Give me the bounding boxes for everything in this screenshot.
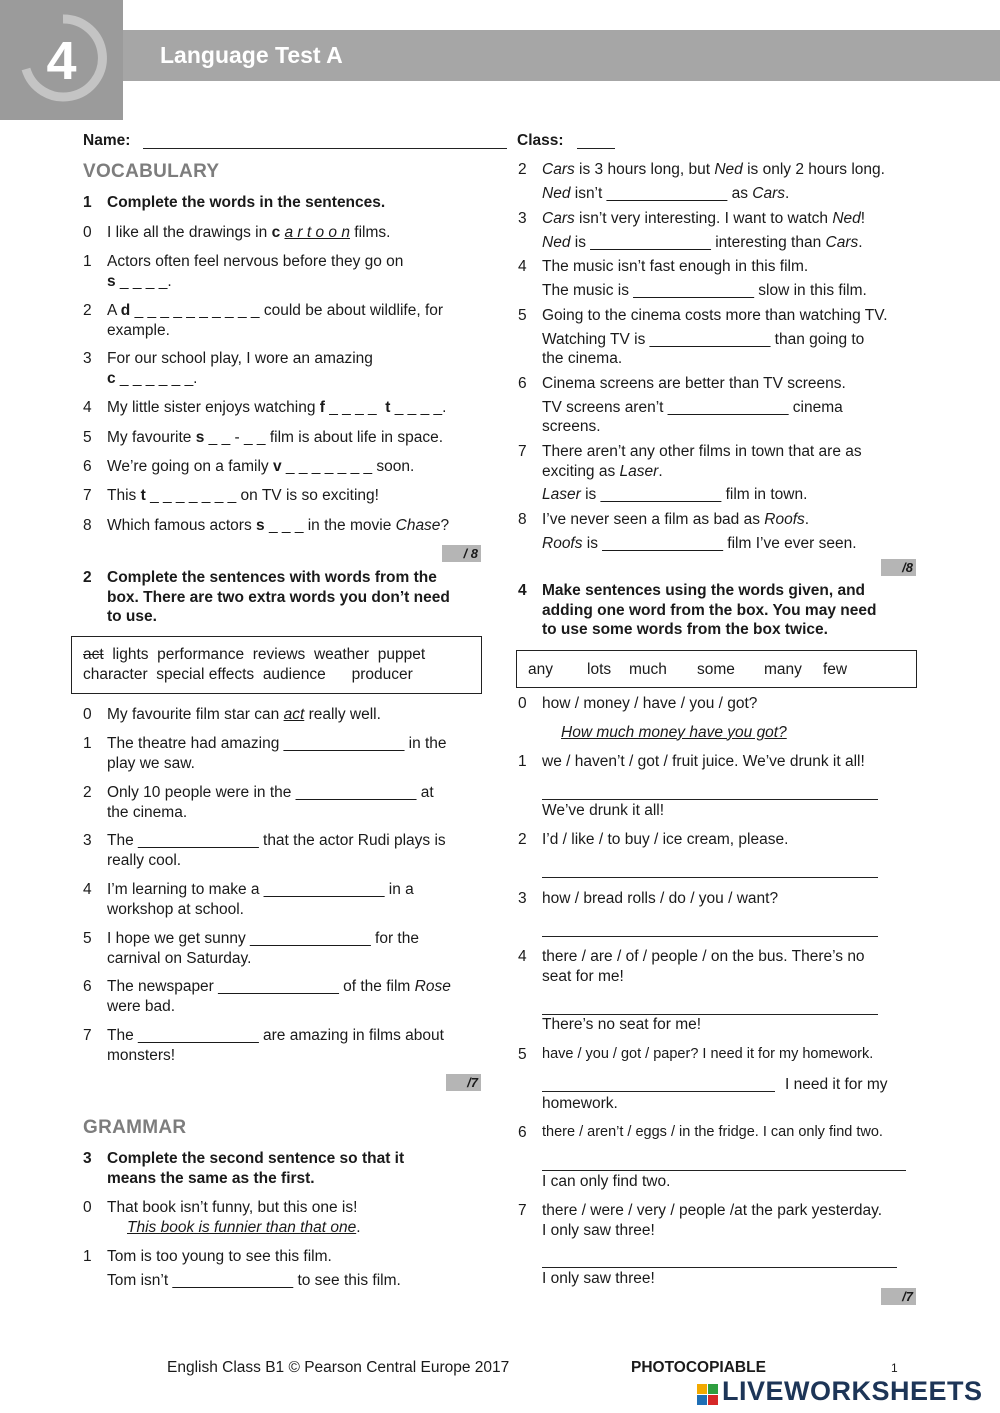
ex4-item-5-after-a: I need it for my: [785, 1076, 888, 1093]
ex4-item-5-answer-line[interactable]: [542, 1091, 775, 1092]
footer-copyright: English Class B1 © Pearson Central Europe 2017: [167, 1359, 510, 1376]
ex4-item-5-after-b: homework.: [542, 1095, 618, 1112]
ex1-score: / 8: [442, 545, 481, 562]
name-label: Name:: [83, 132, 131, 149]
ex4-item-7-after: I only saw three!: [542, 1270, 655, 1287]
ex1-number: 1: [83, 194, 92, 211]
ex4-item-1-after: We’ve drunk it all!: [542, 802, 665, 819]
ex4-score: /7: [881, 1288, 916, 1305]
ex4-box-word: some: [697, 661, 735, 678]
ex2-box-line-2: character special effects audience producer: [83, 666, 413, 683]
ex4-item-7-answer-line[interactable]: [542, 1267, 897, 1268]
ex4-box-word: few: [823, 661, 848, 678]
ex4-box-word: any: [528, 661, 553, 678]
ex4-box-word: many: [764, 661, 802, 678]
ex4-item-3-answer-line[interactable]: [542, 936, 878, 937]
liveworksheets-logo-icon: [697, 1384, 719, 1406]
ex2-box-line-1: act lights performance reviews weather puppet: [83, 646, 426, 663]
vocabulary-heading: VOCABULARY: [83, 161, 220, 182]
ex4-item-6-answer-line[interactable]: [542, 1170, 906, 1171]
unit-number: 4: [46, 31, 77, 91]
footer-photocopiable: PHOTOCOPIABLE: [631, 1359, 766, 1376]
ex4-item-6-after: I can only find two.: [542, 1173, 671, 1190]
ex4-item-1-answer-line[interactable]: [542, 799, 878, 800]
ex1-item-0-answer: a r t o o n: [284, 224, 350, 241]
ex3-item-0-answer: This book is funnier than that one: [127, 1218, 357, 1236]
name-field[interactable]: [143, 148, 507, 149]
ex2-instruction: Complete the sentences with words from the box. There are two extra words you don’t need to use.: [107, 569, 450, 625]
class-label: Class:: [517, 132, 564, 149]
ex2-item-0-answer: act: [283, 706, 305, 723]
liveworksheets-brand[interactable]: LIVEWORKSHEETS: [722, 1376, 983, 1406]
class-field[interactable]: [577, 148, 615, 149]
ex1-instruction: Complete the words in the sentences.: [107, 194, 386, 211]
page-number: 1: [891, 1361, 898, 1375]
ex2-number: 2: [83, 569, 92, 586]
ex4-word-box: [516, 650, 917, 688]
ex4-box-word: lots: [587, 661, 612, 678]
ex2-word-box: [71, 636, 482, 694]
ex2-score: /7: [446, 1074, 481, 1091]
ex4-number: 4: [518, 582, 527, 599]
ex3-score: /8: [881, 559, 916, 576]
ex4-item-0-answer: How much money have you got?: [561, 723, 787, 741]
ex4-instruction: Make sentences using the words given, and adding one word from the box. You may need to use some words from the box twice.: [542, 582, 877, 638]
ex3-instruction: Complete the second sentence so that it means the same as the first.: [107, 1150, 405, 1187]
ex4-box-word: much: [629, 661, 667, 678]
page-title: Language Test A: [160, 42, 343, 68]
ex3-number: 3: [83, 1150, 92, 1167]
grammar-heading: GRAMMAR: [83, 1117, 187, 1138]
ex4-item-2-answer-line[interactable]: [542, 877, 878, 878]
ex4-item-4-after: There’s no seat for me!: [542, 1016, 702, 1033]
